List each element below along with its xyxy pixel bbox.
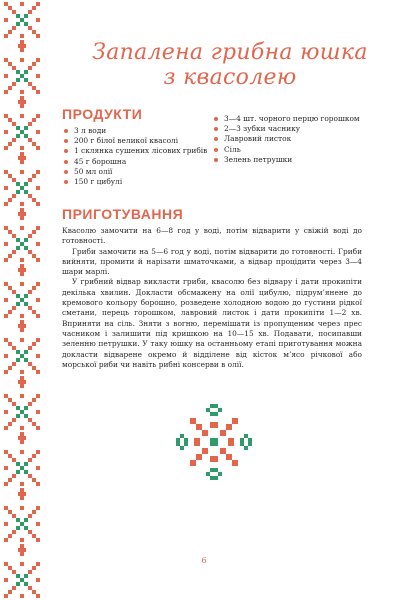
bullet-icon [64,160,68,164]
list-item: 50 мл олії [64,167,207,177]
recipe-title-line-2: з квасолею [163,65,297,90]
list-item: 150 г цибулі [64,177,207,187]
bullet-icon [64,180,68,184]
bullet-icon [214,137,218,141]
bullet-icon [64,149,68,153]
bullet-icon [64,129,68,133]
bullet-icon [64,170,68,174]
paragraph: Квасолю замочити на 6—8 год у воді, потім відварити у свіжій воді до готовності. [62,226,362,246]
embroidery-ornament [176,404,252,480]
preparation-text [62,226,362,370]
embroidery-border [2,0,42,600]
list-item: 1 склянка сушених лісових грибів [64,146,207,156]
paragraph: У грибний відвар викласти гриби, квасолю без відвару і дати прокипіти декілька хвилин. Докласти обсмажену на олії цибулю, підрум’янене до кремового кольору борошно, розведене холодною водою до густини рідкої сметани, перець горошком, лавровий листок і дати прокипіти 1—2 хв. Вприняти на сіль. Зняти з вогню, перемішати із пропущеним через прес часником і залишити під кришкою на 10—15 хв. Подавати, посипавши зеленню петрушки. У таку юшку на останньому етапі приготування можна докласти відварене окремо й відділене від кісток м’ясо річкової або морської риби чи навіть рибні консерви в олії. [62,277,362,369]
list-item: Лавровий листок [214,134,360,144]
paragraph: Гриби замочити на 5—6 год у воді, потім відварити до готовності. Гриби вийняти, промити й нарізати шматочками, а відвар процідити через 3—4 шари марлі. [62,246,362,277]
recipe-title-line-1: Запалена грибна юшка [92,40,368,65]
list-item: Зелень петрушки [214,155,360,165]
preparation-heading: ПРИГОТУВАННЯ [62,206,184,222]
list-item: 45 г борошна [64,157,207,167]
ingredients-list-right [214,114,360,165]
bullet-icon [214,158,218,162]
ingredients-list-left [64,126,207,187]
bullet-icon [64,139,68,143]
list-item: 2—3 зубки часнику [214,124,360,134]
list-item: 3 л води [64,126,207,136]
page-number: 6 [201,556,207,565]
list-item: 200 г білої великої квасолі [64,136,207,146]
ingredients-heading: ПРОДУКТИ [62,106,143,122]
bullet-icon [214,127,218,131]
list-item: 3—4 шт. чорного перцю горошком [214,114,360,124]
list-item: Сіль [214,145,360,155]
recipe-title [60,40,400,90]
bullet-icon [214,148,218,152]
bullet-icon [214,117,218,121]
